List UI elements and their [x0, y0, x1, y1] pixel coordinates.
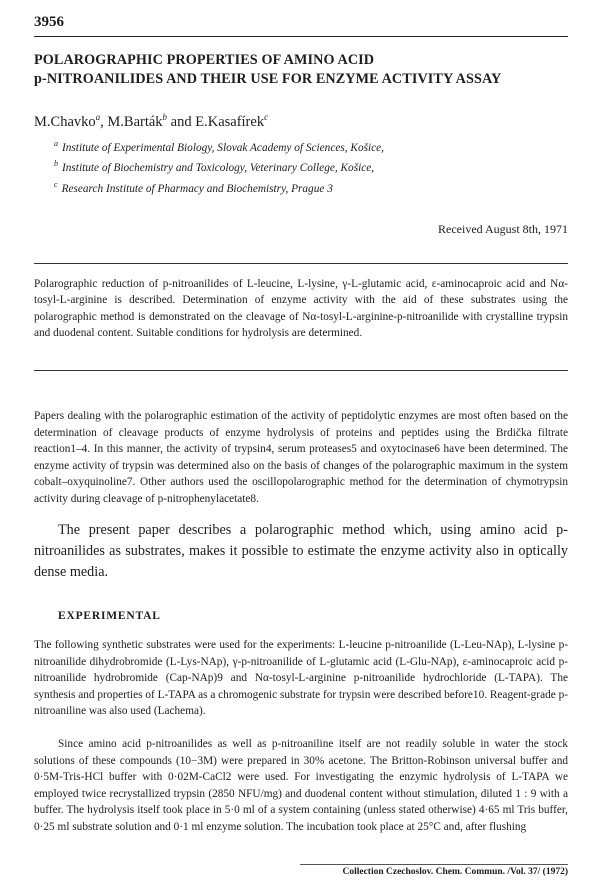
- page-number: 3956: [34, 14, 64, 30]
- affiliation: [54, 136, 384, 156]
- affiliation-mark: c: [54, 179, 58, 189]
- affiliation-text: Institute of Experimental Biology, Slovak Academy of Sciences, Košice,: [62, 141, 384, 154]
- author-name: M.Chavko: [34, 113, 96, 130]
- abstract-rule-bottom: [34, 370, 568, 371]
- journal-footer: Collection Czechoslov. Chem. Commun. /Vol. 37/ (1972): [342, 867, 568, 877]
- footer-rule: [300, 864, 568, 865]
- author-name: E.Kasafírek: [195, 113, 265, 130]
- affiliation: [54, 156, 384, 176]
- article-title: [34, 51, 574, 89]
- affiliation-mark: a: [54, 139, 58, 148]
- affiliation: [54, 177, 384, 197]
- affiliation-mark: b: [54, 159, 58, 169]
- author-affil-mark: c: [264, 112, 269, 122]
- author-separator: ,: [100, 113, 108, 130]
- abstract: Polarographic reduction of p-nitroanilides of L-leucine, L-lysine, γ-L-glutamic acid, ε-aminocaproic acid and Nα-tosyl-L-arginine is described. Determination of enzyme activity with the aid of these substrates using the polarographic method is demonstrated on the cleavage of Nα-tosyl-L-arginine-p-nitroanilide with crystalline trypsin and duodenal content. Suitable conditions for hydrolysis are determined.: [34, 278, 568, 339]
- experimental-paragraph: Since amino acid p-nitroanilides as well as p-nitroaniline itself are not readily soluble in water the stock solutions of these compounds (10−3M) were prepared in 30% acetone. The Britton-Robinson universal buffer and 0·5M-Tris-HCl buffer with 0·02M-CaCl2 were used. For investigating the enzymic hydrolysis of L-TAPA we employed twice recrystallized trypsin (2850 NFU/mg) and duodenal content without stimulation, diluted 1 : 9 with a buffer. The hydrolysis itself took place in 5·0 ml of a system containing (unless stated otherwise) 4·65 ml Tris buffer, 0·25 ml substrate solution and 0·1 ml enzyme solution. The incubation took place at 25°C and, after flushing: [34, 738, 568, 833]
- title-line-1: POLAROGRAPHIC PROPERTIES OF AMINO ACID: [34, 52, 375, 68]
- intro-paragraph: Papers dealing with the polarographic estimation of the activity of peptidolytic enzymes are most often based on the determination of cleavage products of enzyme hydrolysis of proteins and peptides using the Brdička filtrate reaction1–4. In this manner, the activity of trypsin4, serum proteases5 and oxytocinase6 have been determined. The enzyme activity of trypsin was determined also on the basis of changes of the polarographic maximum in the system cobalt–oxyquinoline7. Other authors used the oscillopolarographic method for the determination of chymotrypsin activity during cleavage of p-nitrophenylacetate8.: [34, 410, 568, 505]
- received-date: Received August 8th, 1971: [438, 222, 568, 236]
- affiliation-list: [54, 136, 384, 197]
- author-list: [34, 112, 268, 131]
- intro-paragraph-large: The present paper describes a polarographic method which, using amino acid p-nitroanilides as substrates, makes it possible to estimate the enzyme activity also in optically dense media.: [34, 522, 568, 580]
- experimental-paragraph: The following synthetic substrates were used for the experiments: L-leucine p-nitroanilide (L-Leu-NAp), L-lysine p-nitroanilide dihydrobromide (L-Lys-NAp), γ-p-nitroanilide of L-glutamic acid (L-Glu-NAp), ε-aminocaproic acid p-nitroanilide hydrobromide (Cap-NAp)9 and Nα-tosyl-L-arginine p-nitroanilide hydrochloride (L-TAPA). The synthesis and properties of L-TAPA as a chromogenic substrate for trypsin were described before10. Reagent-grade p-nitroaniline was also used (Lachema).: [34, 639, 568, 717]
- affiliation-text: Institute of Biochemistry and Toxicology, Veterinary College, Košice,: [62, 162, 375, 175]
- author-affil-mark: b: [162, 112, 168, 122]
- title-line-2: p-NITROANILIDES AND THEIR USE FOR ENZYME ACTIVITY ASSAY: [34, 71, 502, 87]
- section-heading: EXPERIMENTAL: [58, 610, 161, 622]
- author-affil-mark: a: [95, 112, 101, 122]
- author-separator: and: [167, 113, 196, 130]
- affiliation-text: Research Institute of Pharmacy and Biochemistry, Prague 3: [61, 182, 333, 195]
- author-name: M.Barták: [107, 113, 163, 130]
- header-rule: [34, 36, 568, 37]
- abstract-rule-top: [34, 263, 568, 264]
